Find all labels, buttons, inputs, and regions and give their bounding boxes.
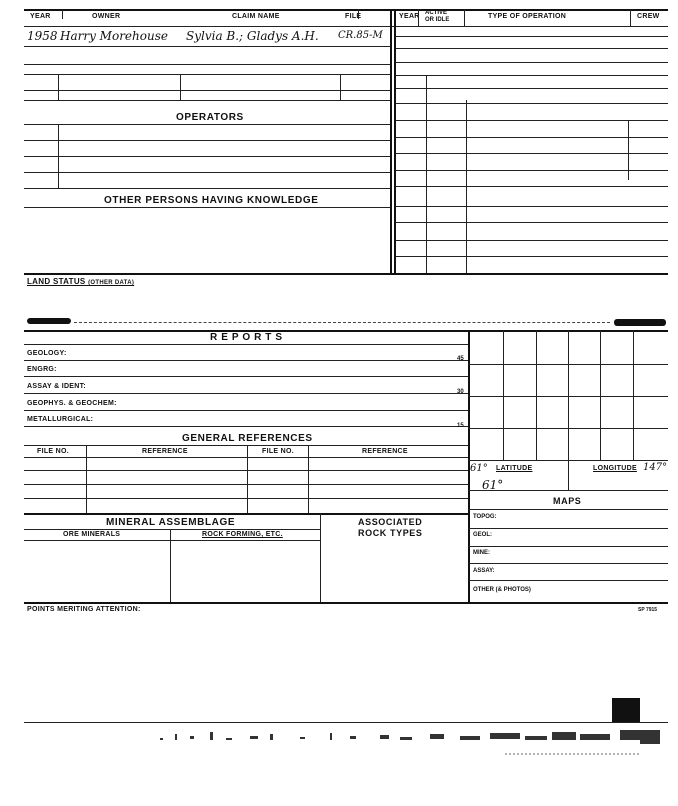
- row-line: [24, 100, 390, 101]
- right-row-line: [396, 222, 668, 223]
- hdr-divider: [630, 9, 631, 26]
- mineral-assemblage-heading: MINERAL ASSEMBLAGE: [106, 517, 236, 528]
- entry-claim-name: Sylvia B.; Gladys A.H.: [186, 29, 319, 43]
- ink-blob: [27, 318, 71, 324]
- col-claim-name: CLAIM NAME: [232, 13, 280, 20]
- right-col-divider: [426, 75, 427, 274]
- rock-forming-label: ROCK FORMING, ETC.: [202, 531, 283, 538]
- report-geophys: GEOPHYS. & GEOCHEM:: [27, 400, 117, 407]
- row-line: [24, 156, 390, 157]
- reports-heading: R E P O R T S: [210, 332, 283, 343]
- scan-block-mark: [612, 698, 640, 722]
- ref-col-divider: [308, 445, 309, 513]
- maps-top-rule: [468, 490, 668, 491]
- lat-prefix: 61°: [470, 463, 488, 474]
- grid-row: [468, 428, 668, 429]
- top-rule: [24, 9, 668, 11]
- row-line: [24, 207, 390, 208]
- row-line: [468, 546, 668, 547]
- row-line: [24, 46, 390, 47]
- map-topog: TOPOG:: [473, 514, 497, 520]
- right-col-divider: [466, 100, 467, 274]
- col-owner: OWNER: [92, 13, 121, 20]
- right-row-line: [396, 256, 668, 257]
- row-line: [24, 484, 468, 485]
- report-engrg: ENGRG:: [27, 366, 57, 373]
- ref-reference-1: REFERENCE: [142, 448, 188, 455]
- margin-number: 30: [457, 389, 464, 395]
- row-line: [24, 124, 390, 125]
- scan-edge-line: [24, 722, 668, 723]
- row-line: [468, 580, 668, 581]
- operators-heading: OPERATORS: [176, 112, 244, 123]
- hdr-divider: [358, 9, 359, 19]
- entry-year: 1958: [27, 29, 58, 43]
- row-line: [468, 509, 668, 510]
- right-row-line: [396, 36, 668, 37]
- mineral-col-divider: [320, 513, 321, 602]
- map-mine: MINE:: [473, 550, 490, 556]
- right-row-line: [396, 62, 668, 63]
- land-status-rule: [24, 273, 668, 275]
- grid-col: [568, 330, 569, 490]
- points-rule: [24, 602, 668, 604]
- row-line: [24, 64, 390, 65]
- col-crew: CREW: [637, 13, 660, 20]
- associated-heading: ASSOCIATED: [358, 517, 423, 527]
- general-references-heading: GENERAL REFERENCES: [182, 433, 313, 444]
- mineral-col-divider: [170, 529, 171, 602]
- right-row-line: [396, 48, 668, 49]
- land-status-label: LAND STATUS: [27, 277, 86, 286]
- ref-col-divider: [86, 445, 87, 513]
- cell-divider: [180, 74, 181, 100]
- grid-col: [503, 330, 504, 460]
- row-line: [24, 74, 390, 75]
- grid-row: [468, 396, 668, 397]
- grid-row: [468, 364, 668, 365]
- row-line: [24, 393, 468, 394]
- report-assay: ASSAY & IDENT:: [27, 383, 87, 390]
- ref-file-no-1: FILE NO.: [37, 448, 69, 455]
- rock-types-heading: ROCK TYPES: [358, 528, 423, 538]
- row-line: [24, 540, 320, 541]
- row-line: [24, 172, 390, 173]
- right-row-line: [396, 186, 668, 187]
- reports-top-rule: [24, 330, 668, 332]
- grid-col: [536, 330, 537, 460]
- longitude-value: 147°: [643, 462, 668, 473]
- row-line: [24, 410, 468, 411]
- col-active: ACTIVE: [425, 10, 448, 16]
- col-type-of-operation: TYPE OF OPERATION: [488, 13, 567, 20]
- margin-number: 15: [457, 423, 464, 429]
- cell-divider: [340, 74, 341, 100]
- dashed-separator: [74, 322, 610, 323]
- form-code: SP 7915: [638, 607, 658, 613]
- hdr-divider: [62, 9, 63, 19]
- right-row-line: [396, 240, 668, 241]
- cell-divider: [58, 124, 59, 188]
- land-status-sub: (OTHER DATA): [88, 280, 135, 286]
- longitude-label: LONGITUDE: [593, 465, 637, 472]
- row-line: [24, 360, 468, 361]
- right-row-line: [396, 103, 668, 104]
- grid-col: [600, 330, 601, 460]
- mineral-top-rule: [24, 513, 468, 515]
- main-vertical-divider: [390, 9, 392, 274]
- col-year: YEAR: [30, 13, 51, 20]
- latitude-value: 61°: [482, 478, 504, 492]
- col-year-2: YEAR: [399, 13, 420, 20]
- ore-minerals-label: ORE MINERALS: [63, 531, 121, 538]
- other-persons-heading: OTHER PERSONS HAVING KNOWLEDGE: [104, 195, 319, 206]
- grid-col: [633, 330, 634, 460]
- entry-file: CR.85-M: [338, 30, 383, 41]
- entry-owner: Harry Morehouse: [60, 29, 168, 43]
- map-other: OTHER (& PHOTOS): [473, 587, 531, 593]
- col-or-idle: OR IDLE: [425, 17, 450, 23]
- right-row-line: [396, 75, 668, 76]
- row-line: [468, 563, 668, 564]
- land-status-heading: [27, 277, 134, 286]
- ink-blob: [614, 319, 666, 326]
- row-line: [24, 498, 468, 499]
- scan-noise: [0, 724, 678, 784]
- row-line: [24, 140, 390, 141]
- header-bottom-rule: [24, 26, 668, 27]
- cell-divider: [58, 74, 59, 100]
- right-row-line: [396, 88, 668, 89]
- report-metallurgical: METALLURGICAL:: [27, 416, 94, 423]
- ref-file-no-2: FILE NO.: [262, 448, 294, 455]
- map-geol: GEOL:: [473, 532, 492, 538]
- points-heading: POINTS MERITING ATTENTION:: [27, 606, 141, 613]
- row-line: [24, 90, 390, 91]
- ref-col-divider: [247, 445, 248, 513]
- right-col-divider: [628, 120, 629, 180]
- maps-heading: MAPS: [553, 496, 582, 506]
- row-line: [24, 470, 468, 471]
- row-line: [24, 188, 390, 189]
- grid-row: [468, 460, 668, 461]
- row-line: [24, 529, 320, 530]
- report-geology: GEOLOGY:: [27, 350, 67, 357]
- row-line: [24, 445, 468, 446]
- latitude-label: LATITUDE: [496, 465, 533, 472]
- hdr-divider: [418, 9, 419, 26]
- map-assay: ASSAY:: [473, 568, 495, 574]
- ref-reference-2: REFERENCE: [362, 448, 408, 455]
- row-line: [24, 426, 468, 427]
- right-row-line: [396, 206, 668, 207]
- row-line: [468, 528, 668, 529]
- hdr-divider: [464, 9, 465, 26]
- row-line: [24, 344, 468, 345]
- row-line: [24, 457, 468, 458]
- row-line: [24, 376, 468, 377]
- margin-number: 45: [457, 356, 464, 362]
- col-file: FILE: [345, 13, 362, 20]
